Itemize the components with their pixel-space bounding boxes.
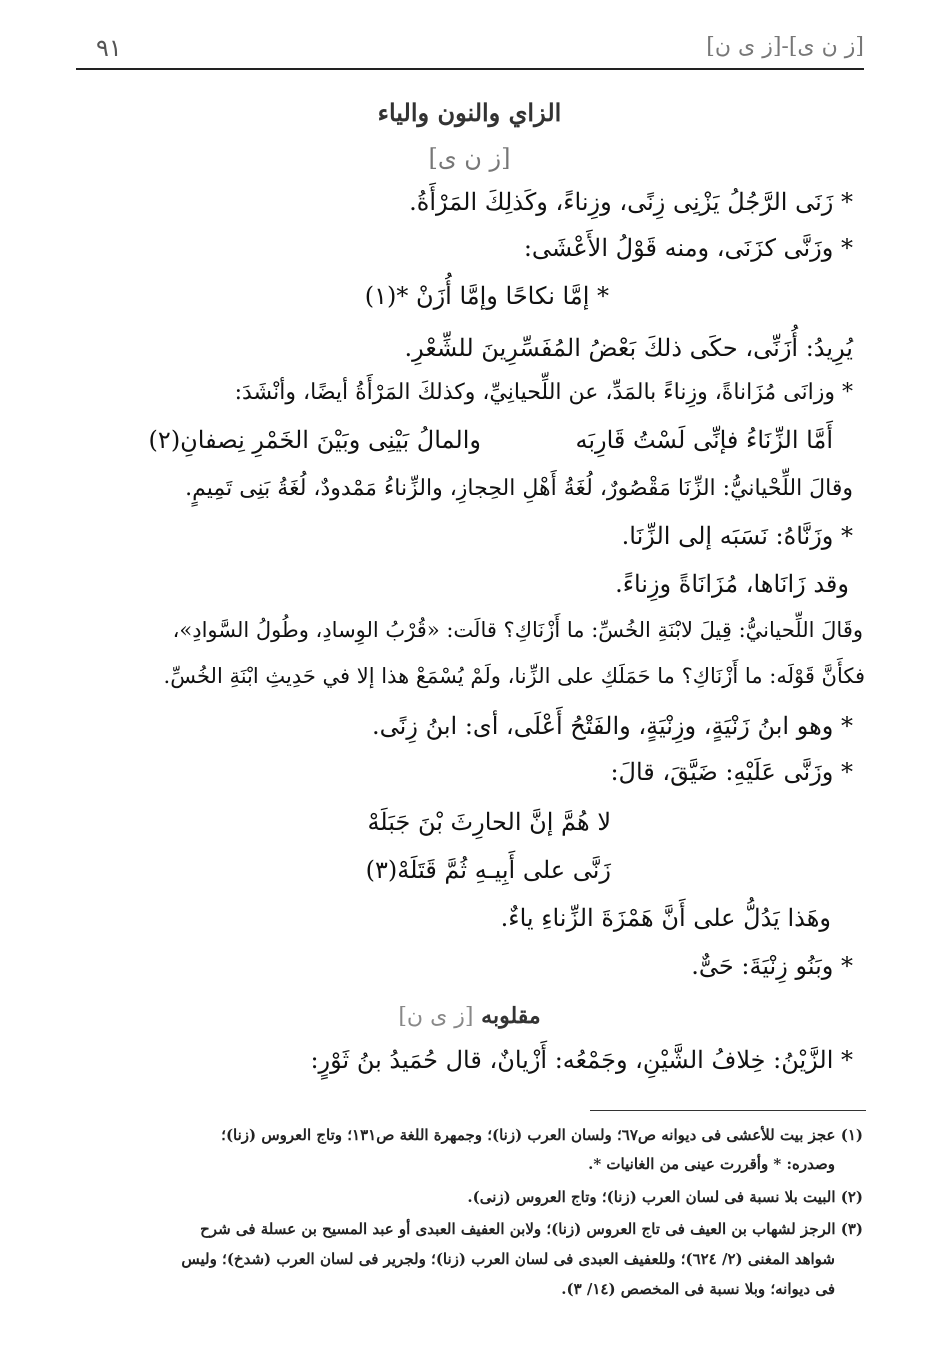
verse-fragment: * إمَّا نكاحًا وإمَّا أُزَنْ *(١) — [364, 282, 609, 310]
text-line: وهَذا يَدُلُّ على أَنَّ هَمْزَةَ الزِّناءِ ياءٌ. — [500, 904, 831, 932]
text-line: فكأَنَّ قَوْلَه: ما أَزْنَاكِ؟ ما حَمَلَكِ على الزِّنا، ولَمْ يُسْمَعْ هذا إلا في حَدِيثِ ابْنَةِ الخُسِّ. — [163, 664, 865, 688]
maqlub-label: مقلوبه — [481, 1003, 541, 1029]
rajaz-line: لا هُمَّ إنَّ الحارِثَ بْنَ جَبَلَهْ — [367, 808, 611, 836]
text-line: * وزَنَّى عَلَيْهِ: ضَيَّقَ، قالَ: — [610, 758, 853, 786]
text-line: يُرِيدُ: أُزَنِّى، حكَى ذلكَ بَعْضُ المُفَسِّرِينَ للشِّعْرِ. — [404, 334, 853, 362]
section-heading: الزاي والنون والياء — [377, 98, 562, 127]
text-line: وقالَ اللِّحْيانيُّ: الزِّنَا مَقْصُورٌ، لُغَةُ أَهْلِ الحِجازِ، والزِّناءُ مَمْدودٌ، لُغَةُ بَنِى تَمِيمٍ. — [185, 476, 853, 501]
root-heading: [ز ن ی] — [428, 144, 511, 172]
running-title: [ز ن ی]-[ز ی ن] — [706, 34, 864, 59]
text-line: * وزَنَّى كزَنَى، ومنه قَوْلُ الأَعْشَى: — [523, 234, 853, 262]
footnote-line: (١) عجز بيت للأعشى فى ديوانه ص٦٧؛ ولسان العرب (زنا)؛ وجمهرة اللغة ص١٣١؛ وتاج العروس (زنا)؛ — [221, 1126, 863, 1144]
text-line: * زَنَى الرَّجُلُ يَزْنِى زِنًى، وزِناءً، وكَذلِكَ المَرْأَةُ. — [409, 188, 853, 216]
footnote-line: وصدره: * وأقررت عينى من الغانيات *. — [588, 1155, 835, 1173]
text-line: * وزانَى مُزَاناةً، وزِناءً بالمَدِّ، عن اللِّحيانِيِّ، وكذلكَ المَرْأَةُ أيضًا، وأنْشَدَ: — [234, 380, 853, 405]
text-line: * الزَّيْنُ: خِلافُ الشَّيْنِ، وجَمْعُه: أَزْيانٌ، قال حُمَيدُ بنُ ثَوْرٍ: — [310, 1046, 853, 1074]
verse-hemistich-right: أَمَّا الزِّنَاءُ فإنِّى لَسْتُ قَارِبَه — [575, 426, 833, 454]
page-header — [76, 28, 864, 70]
maqlub-heading — [0, 1003, 939, 1029]
verse-hemistich-left: والمالُ بَيْنِى وبَيْنَ الخَمْرِ نِصفانِ(٢) — [148, 426, 481, 454]
text-line: * وبَنُو زِنْيَةَ: حَىٌّ. — [691, 952, 853, 980]
maqlub-root: [ز ی ن] — [398, 1004, 474, 1029]
text-line: * وزَنَّاهُ: نَسَبَه إلى الزِّنَا. — [621, 522, 853, 550]
text-line: وقَالَ اللِّحيانيُّ: قِيلَ لابْنَةِ الخُسِّ: ما أَزْنَاكِ؟ قالَت: «قُرْبُ الوِسادِ، وطُولُ السَّوادِ»، — [172, 618, 863, 642]
text-line: وقد زَانَاها، مُزَانَاةً وزِناءً. — [615, 570, 849, 598]
footnote-line: (٢) البيت بلا نسبة فى لسان العرب (زنا)؛ وتاج العروس (زنى). — [467, 1188, 863, 1206]
footnote-line: فى ديوانه؛ وبلا نسبة فى المخصص (١٤/ ٣). — [561, 1280, 835, 1298]
footnote-line: شواهد المغنى (٢/ ٦٢٤)؛ وللعفيف العبدى فى لسان العرب (زنا)؛ ولجرير فى لسان العرب (شدخ)؛ وليس — [181, 1250, 835, 1268]
footnote-divider — [590, 1110, 866, 1111]
text-line: * وهو ابنُ زَنْيَةٍ، وزِنْيَةٍ، والفَتْحُ أَعْلَى، أى: ابنُ زِنًى. — [372, 712, 853, 740]
footnote-line: (٣) الرجز لشهاب بن العيف فى تاج العروس (زنا)؛ ولابن العفيف العبدى أو عبد المسيح بن عسلة فى شرح — [200, 1220, 863, 1238]
rajaz-line: زَنَّى على أَبِيـهِ ثُمَّ قَتَلَهْ(٣) — [365, 856, 611, 884]
page-number: ٩١ — [96, 34, 122, 62]
